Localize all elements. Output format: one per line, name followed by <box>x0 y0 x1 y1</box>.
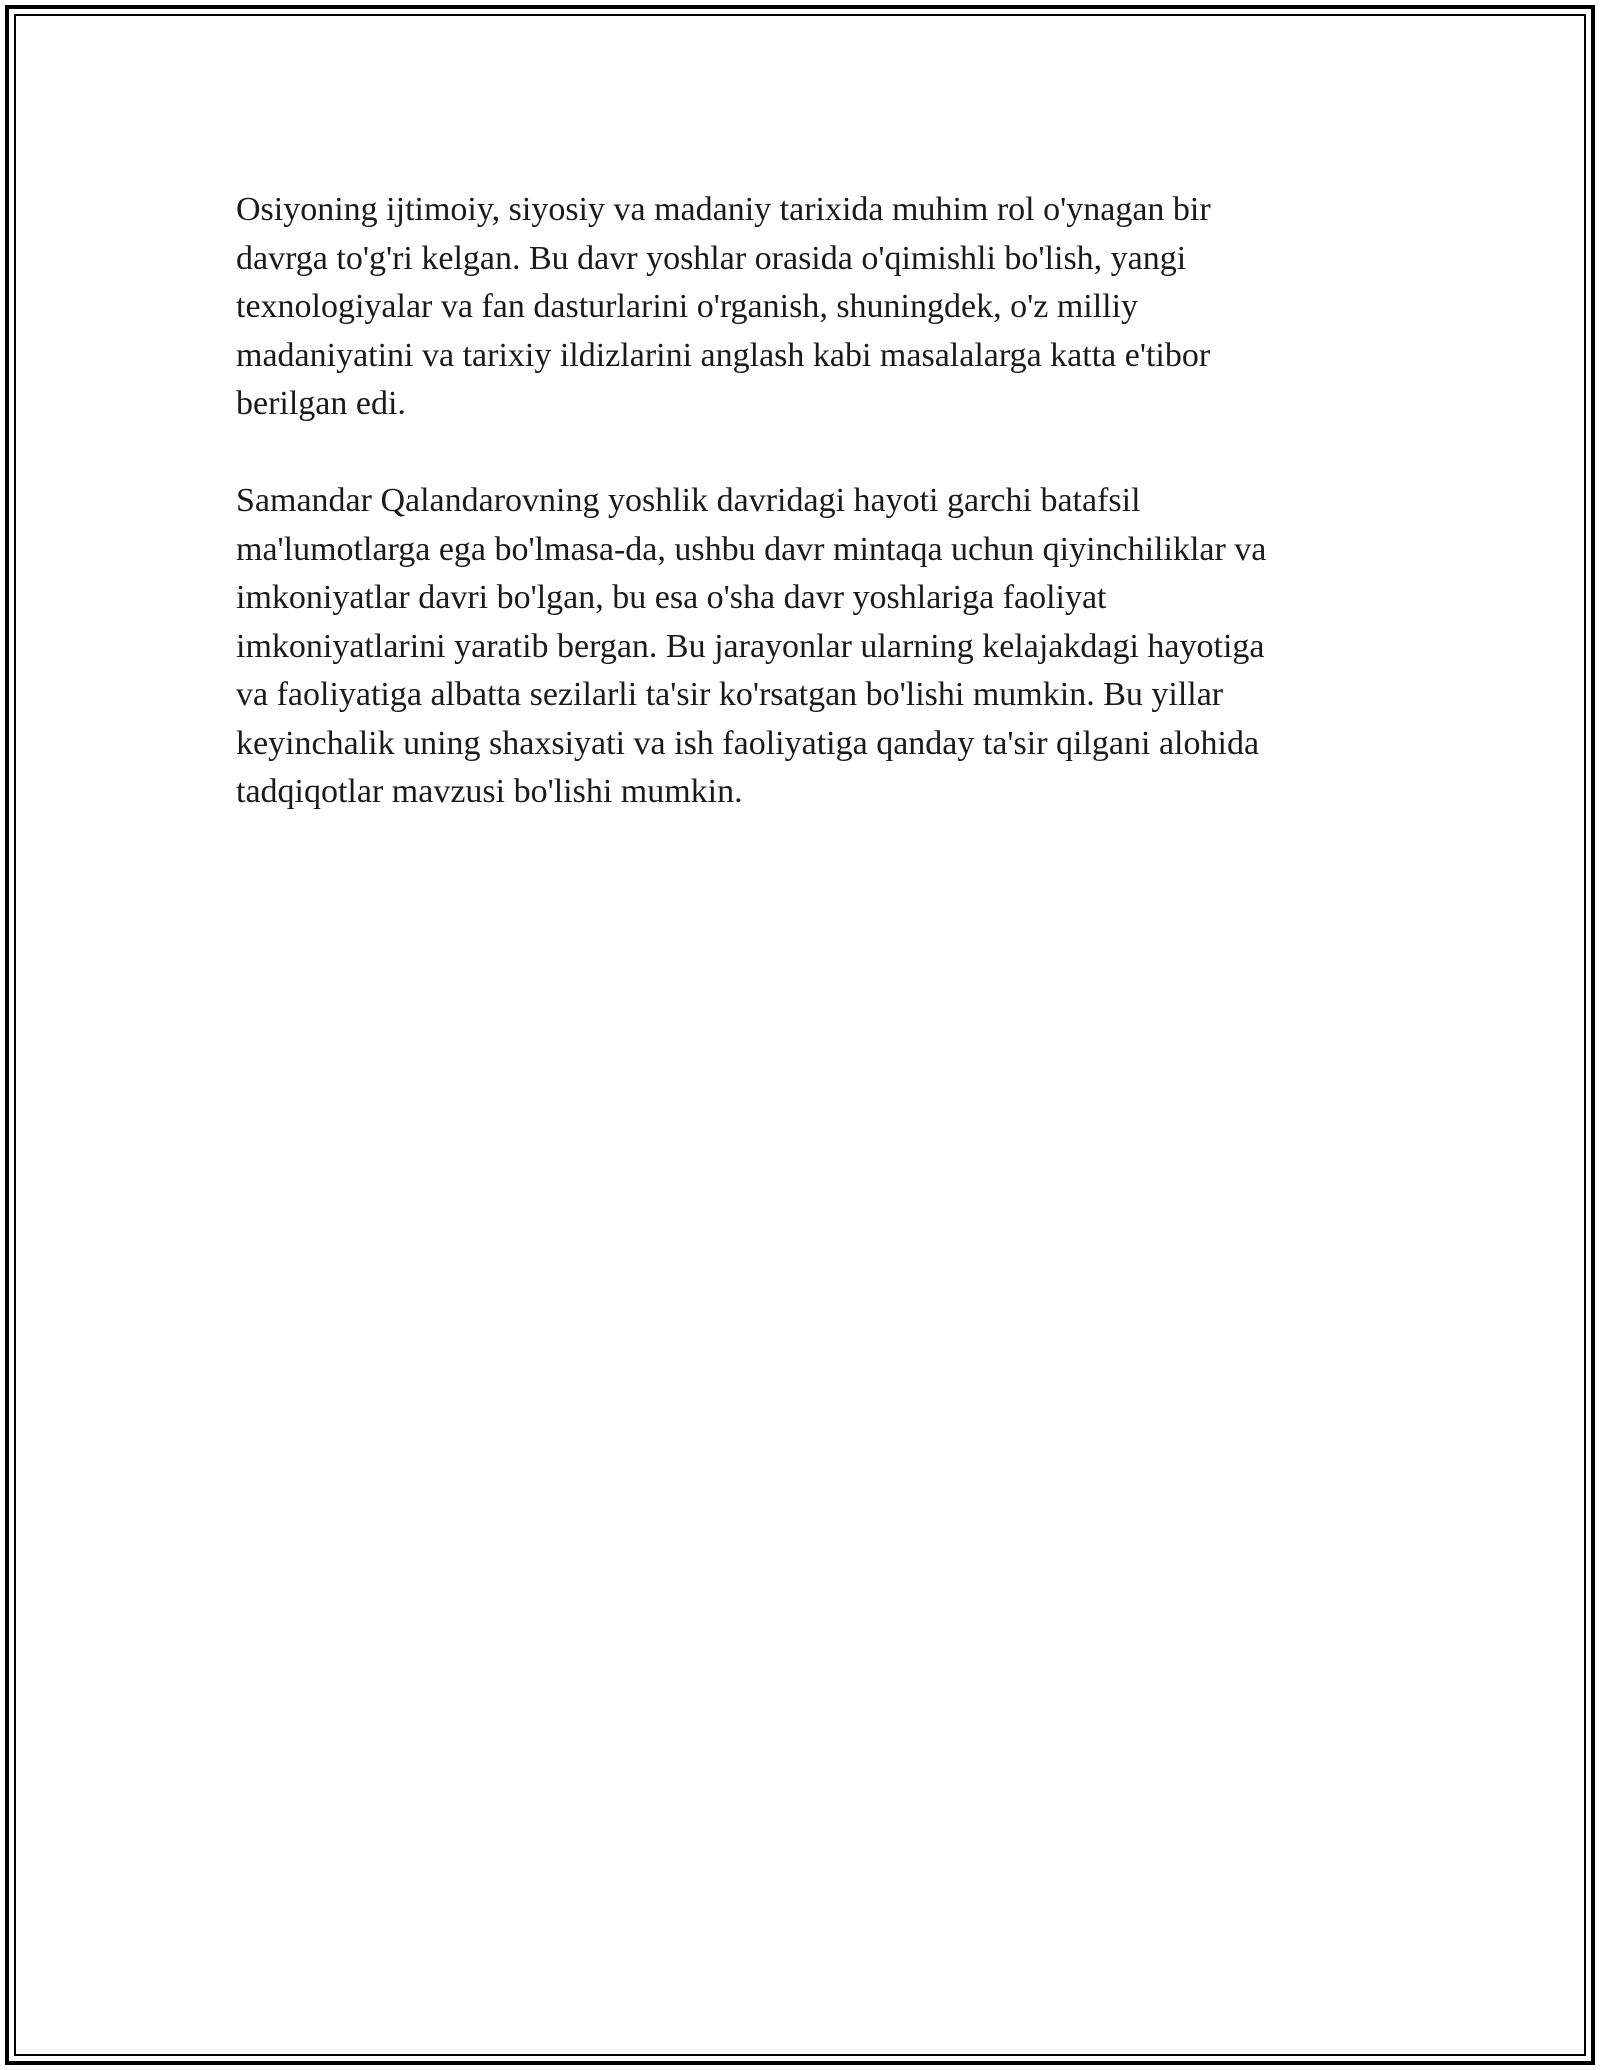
paragraph-line: imkoniyatlar davri bo'lgan, bu esa o'sha davr yoshlariga faoliyat <box>236 579 1107 616</box>
paragraph-line: imkoniyatlarini yaratib bergan. Bu jarayonlar ularning kelajakdagi hayotiga <box>236 627 1265 665</box>
paragraph-line: Osiyoning ijtimoiy, siyosiy va madaniy tarixida muhim rol o'ynagan bir <box>236 191 1211 228</box>
document-body <box>236 186 1366 865</box>
paragraph-line: davrga to'g'ri kelgan. Bu davr yoshlar orasida o'qimishli bo'lish, yangi <box>236 239 1187 277</box>
paragraph-line: ma'lumotlarga ega bo'lmasa-da, ushbu davr mintaqa uchun qiyinchiliklar va <box>236 530 1267 568</box>
paragraph-line: texnologiyalar va fan dasturlarini o'rganish, shuningdek, o'z milliy <box>236 288 1139 325</box>
paragraph-line: tadqiqotlar mavzusi bo'lishi mumkin. <box>236 773 743 810</box>
paragraph-1 <box>236 186 1366 429</box>
paragraph-line: Samandar Qalandarovning yoshlik davridagi hayoti garchi batafsil <box>236 482 1141 519</box>
paragraph-2 <box>236 477 1366 817</box>
paragraph-line: va faoliyatiga albatta sezilarli ta'sir ko'rsatgan bo'lishi mumkin. Bu yillar <box>236 676 1224 713</box>
paragraph-line: madaniyatini va tarixiy ildizlarini anglash kabi masalalarga katta e'tibor <box>236 336 1211 374</box>
paragraph-line: berilgan edi. <box>236 385 406 422</box>
paragraph-line: keyinchalik uning shaxsiyati va ish faoliyatiga qanday ta'sir qilgani alohida <box>236 724 1260 762</box>
